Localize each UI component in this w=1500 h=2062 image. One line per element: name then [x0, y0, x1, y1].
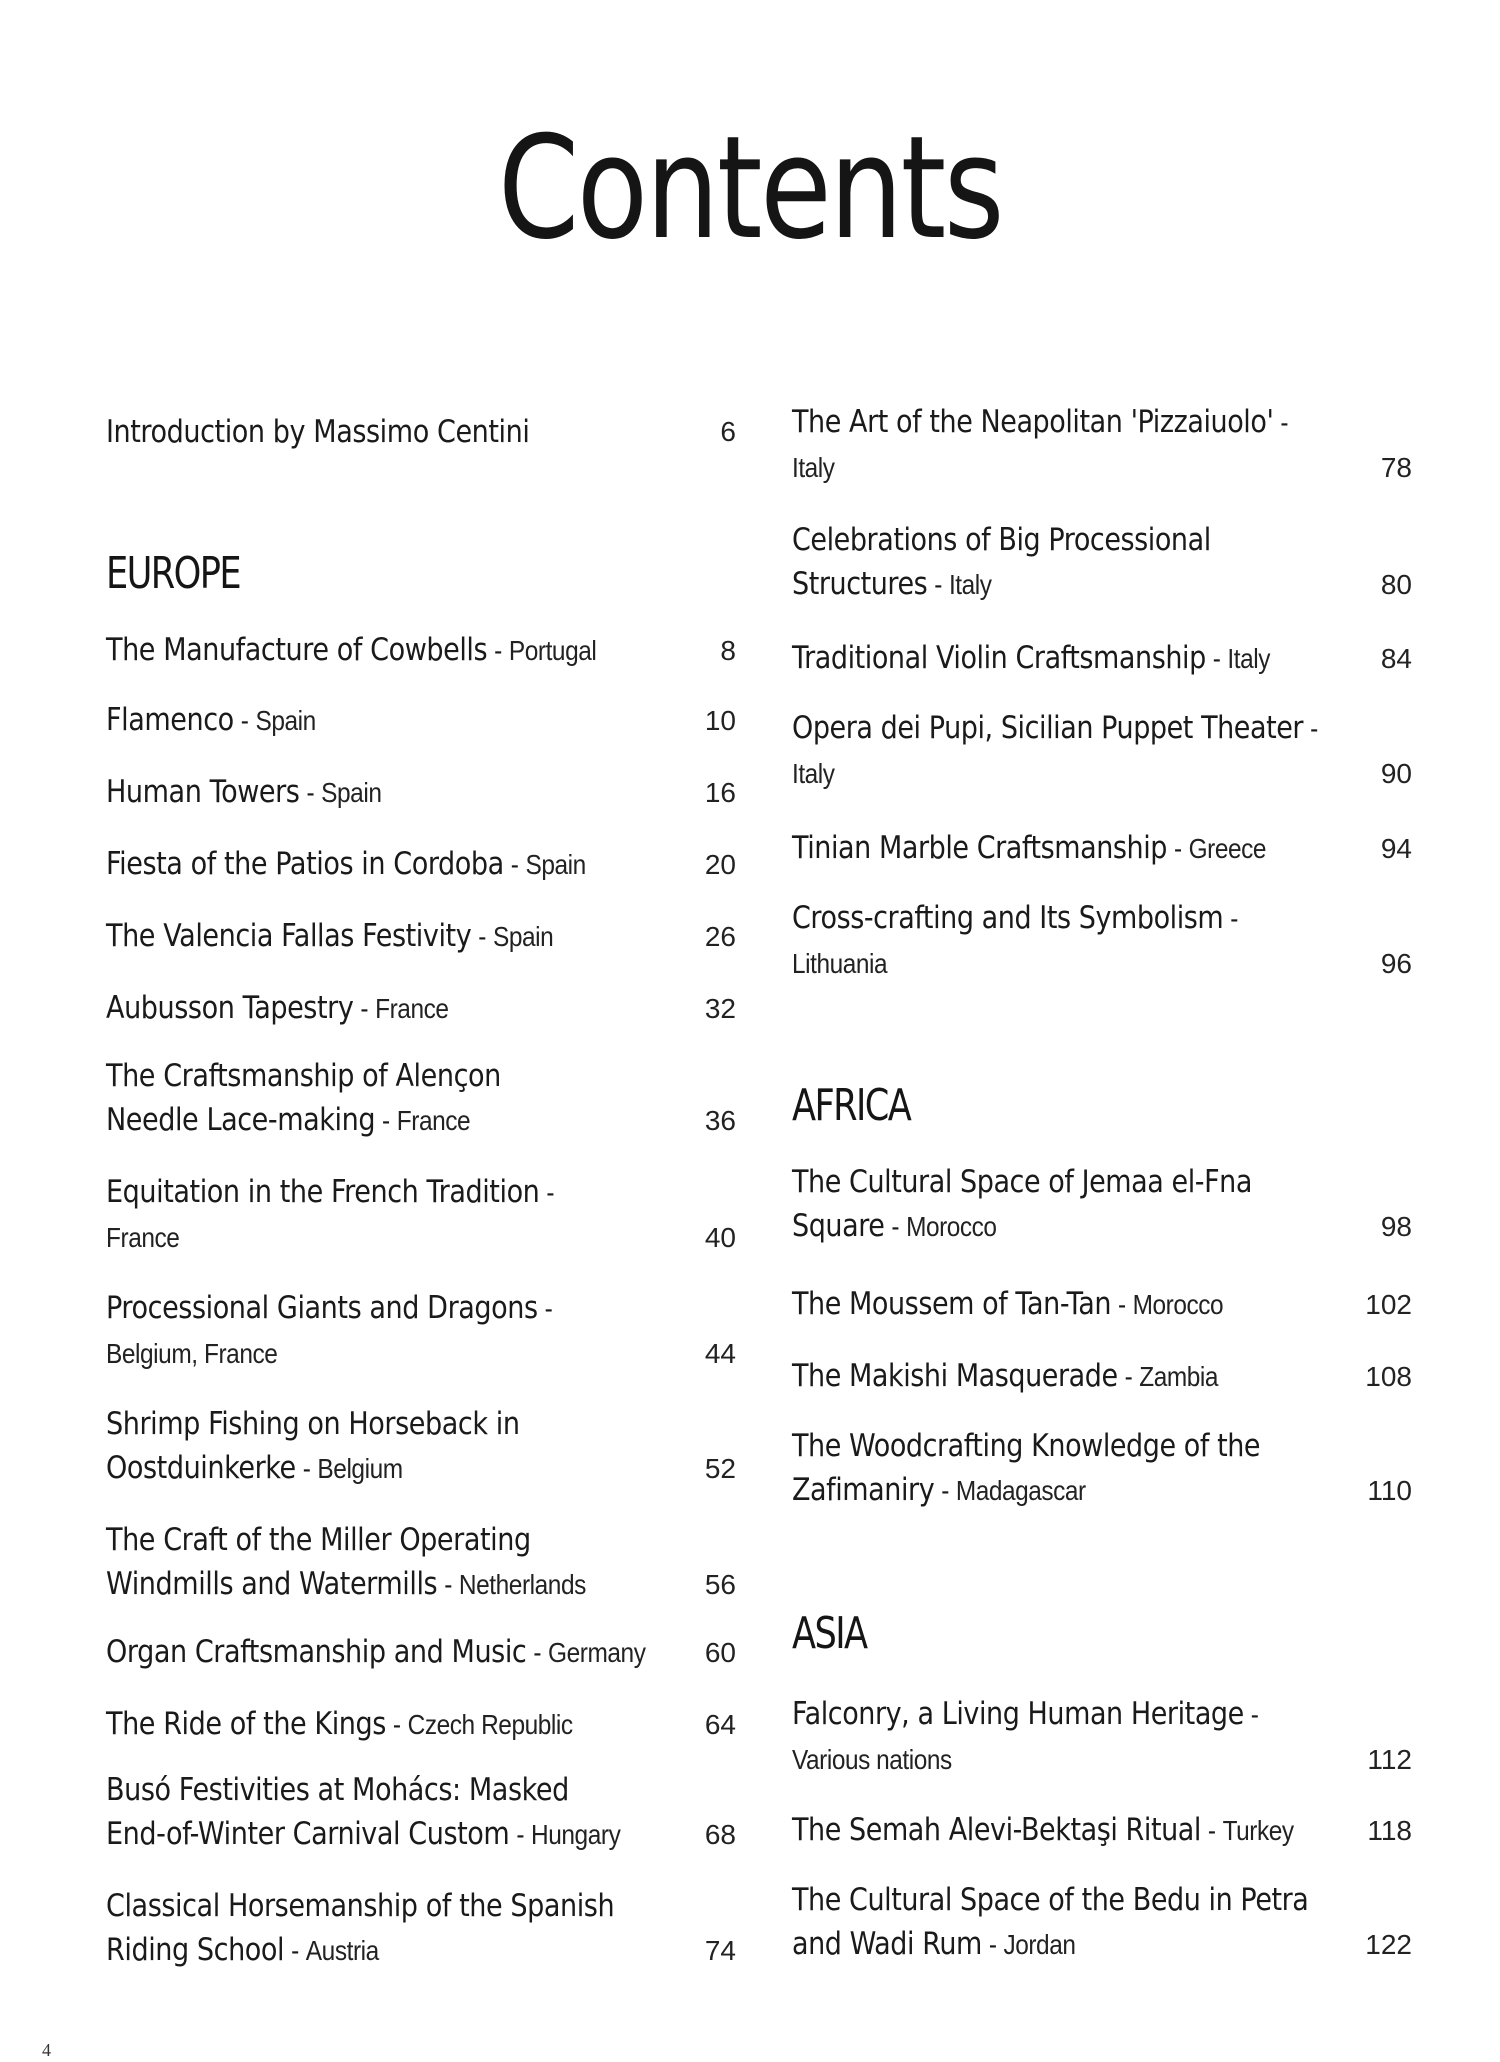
entry-page-number: 26 — [704, 921, 736, 952]
entry-title-line-2: Zafimaniry — [792, 1472, 935, 1508]
entry-title-line-2: Riding School — [106, 1932, 285, 1968]
entry-title-line-1: Equitation in the French Tradition — [106, 1174, 540, 1210]
entry-title-line-2: Structures — [792, 566, 928, 602]
toc-entry[interactable]: Classical Horsemanship of the Spanish Riding School - Austria 74 — [106, 1884, 736, 1973]
entry-page-number: 98 — [1380, 1211, 1412, 1242]
entry-title: Flamenco — [106, 702, 234, 738]
entry-title-line-2: Oostduinkerke — [106, 1450, 296, 1486]
toc-entry[interactable]: The Craftsmanship of Alençon Needle Lace-making - France 36 — [106, 1054, 736, 1143]
toc-entry[interactable]: The Ride of the Kings - Czech Republic 64 — [106, 1702, 736, 1747]
toc-entry[interactable]: The Makishi Masquerade - Zambia 108 — [792, 1354, 1412, 1399]
entry-title-line-2: End-of-Winter Carnival Custom — [106, 1816, 510, 1852]
entry-title-line-2: Windmills and Watermills — [106, 1566, 438, 1602]
entry-page-number: 80 — [1380, 569, 1412, 600]
entry-country: Hungary — [531, 1819, 621, 1850]
entry-title-line-1: The Cultural Space of Jemaa el-Fna — [792, 1164, 1252, 1200]
entry-title: Introduction by Massimo Centini — [106, 414, 530, 450]
entry-country: Morocco — [906, 1211, 997, 1242]
entry-title-line-1: The Cultural Space of the Bedu in Petra — [792, 1882, 1309, 1918]
entry-country: Turkey — [1222, 1815, 1294, 1846]
entry-page-number: 32 — [704, 993, 736, 1024]
toc-entry[interactable]: Organ Craftsmanship and Music - Germany 60 — [106, 1630, 736, 1675]
entry-title: Fiesta of the Patios in Cordoba — [106, 846, 504, 882]
entry-country: Lithuania — [792, 948, 888, 979]
entry-title-line-1: The Art of the Neapolitan 'Pizzaiuolo' — [792, 404, 1274, 440]
entry-title: Human Towers — [106, 774, 300, 810]
entry-page-number: 78 — [1380, 452, 1412, 483]
entry-title: The Makishi Masquerade — [792, 1358, 1118, 1394]
entry-page-number: 36 — [704, 1105, 736, 1136]
entry-country: Morocco — [1132, 1289, 1224, 1320]
entry-country: Italy — [948, 569, 992, 600]
toc-entry[interactable]: Processional Giants and Dragons - Belgium, France 44 — [106, 1286, 736, 1376]
page-title: Contents — [497, 106, 1003, 271]
entry-page-number: 16 — [704, 777, 736, 808]
entry-title: Organ Craftsmanship and Music — [106, 1634, 527, 1670]
entry-title-line-1: Cross-crafting and Its Symbolism — [792, 900, 1224, 936]
entry-country: Zambia — [1139, 1361, 1218, 1392]
entry-country: France — [375, 993, 449, 1024]
entry-country: Greece — [1188, 833, 1267, 864]
section-heading-europe: EUROPE — [106, 548, 241, 599]
entry-page-number: 74 — [704, 1935, 736, 1966]
entry-title-line-1: Opera dei Pupi, Sicilian Puppet Theater — [792, 710, 1304, 746]
toc-entry[interactable]: Human Towers - Spain 16 — [106, 770, 736, 815]
entry-title-line-1: The Craftsmanship of Alençon — [106, 1058, 501, 1094]
toc-entry[interactable]: The Cultural Space of Jemaa el-Fna Square - Morocco 98 — [792, 1160, 1412, 1249]
entry-title-line-1: The Craft of the Miller Operating — [106, 1522, 531, 1558]
toc-entry[interactable]: The Craft of the Miller Operating Windmills and Watermills - Netherlands 56 — [106, 1518, 736, 1607]
entry-page-number: 20 — [704, 849, 736, 880]
entry-title-line-2: and Wadi Rum — [792, 1926, 982, 1962]
entry-title-line-1: The Woodcrafting Knowledge of the — [792, 1428, 1261, 1464]
entry-page-number: 8 — [720, 635, 736, 666]
entry-country: Belgium — [317, 1453, 403, 1484]
toc-entry[interactable]: Aubusson Tapestry - France 32 — [106, 986, 736, 1031]
entry-title: Tinian Marble Craftsmanship — [792, 830, 1168, 866]
entry-title: The Manufacture of Cowbells — [106, 632, 488, 668]
entry-page-number: 64 — [704, 1709, 736, 1740]
entry-country: Austria — [305, 1935, 379, 1966]
entry-page-number: 118 — [1367, 1815, 1412, 1846]
toc-entry[interactable]: The Valencia Fallas Festivity - Spain 26 — [106, 914, 736, 959]
toc-entry[interactable]: Cross-crafting and Its Symbolism - Lithuania 96 — [792, 896, 1412, 986]
entry-title-line-2: Needle Lace-making — [106, 1102, 376, 1138]
entry-page-number: 112 — [1367, 1744, 1412, 1775]
entry-title-line-1: Shrimp Fishing on Horseback in — [106, 1406, 520, 1442]
entry-country: Belgium, France — [106, 1338, 278, 1369]
entry-title-line-1: Celebrations of Big Processional — [792, 522, 1211, 558]
section-heading-africa: AFRICA — [792, 1080, 911, 1131]
entry-country: Jordan — [1003, 1929, 1076, 1960]
toc-entry[interactable]: Tinian Marble Craftsmanship - Greece 94 — [792, 826, 1412, 871]
entry-title: The Valencia Fallas Festivity — [106, 918, 472, 954]
toc-entry[interactable]: The Cultural Space of the Bedu in Petra and Wadi Rum - Jordan 122 — [792, 1878, 1412, 1967]
entry-page-number: 108 — [1365, 1361, 1412, 1392]
entry-country: Spain — [255, 705, 316, 736]
entry-title-line-1: Classical Horsemanship of the Spanish — [106, 1888, 615, 1924]
entry-page-number: 6 — [720, 416, 736, 447]
entry-country: Portugal — [508, 635, 597, 666]
entry-country: France — [106, 1222, 180, 1253]
entry-page-number: 10 — [704, 705, 736, 736]
entry-page-number: 60 — [704, 1637, 736, 1668]
entry-country: Czech Republic — [407, 1709, 573, 1740]
toc-entry[interactable]: The Moussem of Tan-Tan - Morocco 102 — [792, 1282, 1412, 1327]
entry-page-number: 52 — [704, 1453, 736, 1484]
entry-title-line-2: Square — [792, 1208, 885, 1244]
entry-country: Italy — [792, 758, 835, 789]
entry-country: Spain — [492, 921, 554, 952]
toc-entry[interactable]: Opera dei Pupi, Sicilian Puppet Theater - Italy 90 — [792, 706, 1412, 796]
section-heading-asia: ASIA — [792, 1608, 867, 1659]
entry-title-line-1: Falconry, a Living Human Heritage — [792, 1696, 1244, 1732]
entry-page-number: 56 — [704, 1569, 736, 1600]
entry-title-line-1: Busó Festivities at Mohács: Masked — [106, 1772, 569, 1808]
entry-title: The Moussem of Tan-Tan — [792, 1286, 1112, 1322]
entry-page-number: 90 — [1380, 758, 1412, 789]
entry-page-number: 68 — [704, 1819, 736, 1850]
entry-title: Traditional Violin Craftsmanship — [792, 640, 1206, 676]
toc-entry[interactable]: Traditional Violin Craftsmanship - Italy 84 — [792, 636, 1412, 681]
entry-page-number: 84 — [1380, 643, 1412, 674]
entry-country: Spain — [321, 777, 382, 808]
entry-page-number: 102 — [1365, 1289, 1412, 1320]
entry-page-number: 44 — [704, 1338, 736, 1369]
page-folio-number: 4 — [42, 2040, 51, 2060]
entry-country: Spain — [525, 849, 586, 880]
entry-title-line-1: Processional Giants and Dragons — [106, 1290, 538, 1326]
toc-entry[interactable]: The Art of the Neapolitan 'Pizzaiuolo' - Italy 78 — [792, 400, 1412, 490]
entry-title: The Semah Alevi-Bektaşi Ritual — [792, 1812, 1201, 1848]
entry-page-number: 110 — [1367, 1475, 1412, 1506]
entry-page-number: 96 — [1380, 948, 1412, 979]
entry-country: Italy — [1227, 643, 1270, 674]
toc-entry[interactable]: Celebrations of Big Processional Structures - Italy 80 — [792, 518, 1412, 607]
entry-title: Aubusson Tapestry — [106, 990, 354, 1026]
toc-entry[interactable]: Equitation in the French Tradition - France 40 — [106, 1170, 736, 1260]
toc-entry-introduction[interactable] — [106, 410, 736, 454]
entry-country: Germany — [548, 1637, 646, 1668]
entry-page-number: 94 — [1380, 833, 1412, 864]
toc-entry[interactable]: The Semah Alevi-Bektaşi Ritual - Turkey 118 — [792, 1808, 1412, 1853]
toc-entry[interactable]: The Manufacture of Cowbells - Portugal 8 — [106, 628, 736, 673]
entry-page-number: 40 — [704, 1222, 736, 1253]
toc-entry[interactable]: Flamenco - Spain 10 — [106, 698, 736, 743]
toc-entry[interactable]: Fiesta of the Patios in Cordoba - Spain 20 — [106, 842, 736, 887]
toc-entry[interactable]: Falconry, a Living Human Heritage - Various nations 112 — [792, 1692, 1412, 1782]
entry-page-number: 122 — [1365, 1929, 1412, 1960]
toc-entry[interactable]: The Woodcrafting Knowledge of the Zafimaniry - Madagascar 110 — [792, 1424, 1412, 1513]
entry-country: Netherlands — [458, 1569, 586, 1600]
toc-entry[interactable]: Shrimp Fishing on Horseback in Oostduinkerke - Belgium 52 — [106, 1402, 736, 1491]
toc-entry[interactable]: Busó Festivities at Mohács: Masked End-of-Winter Carnival Custom - Hungary 68 — [106, 1768, 736, 1857]
entry-country: Madagascar — [955, 1475, 1086, 1506]
entry-country: Various nations — [792, 1744, 952, 1775]
entry-country: France — [396, 1105, 471, 1136]
entry-country: Italy — [792, 452, 835, 483]
entry-title: The Ride of the Kings — [106, 1706, 386, 1742]
